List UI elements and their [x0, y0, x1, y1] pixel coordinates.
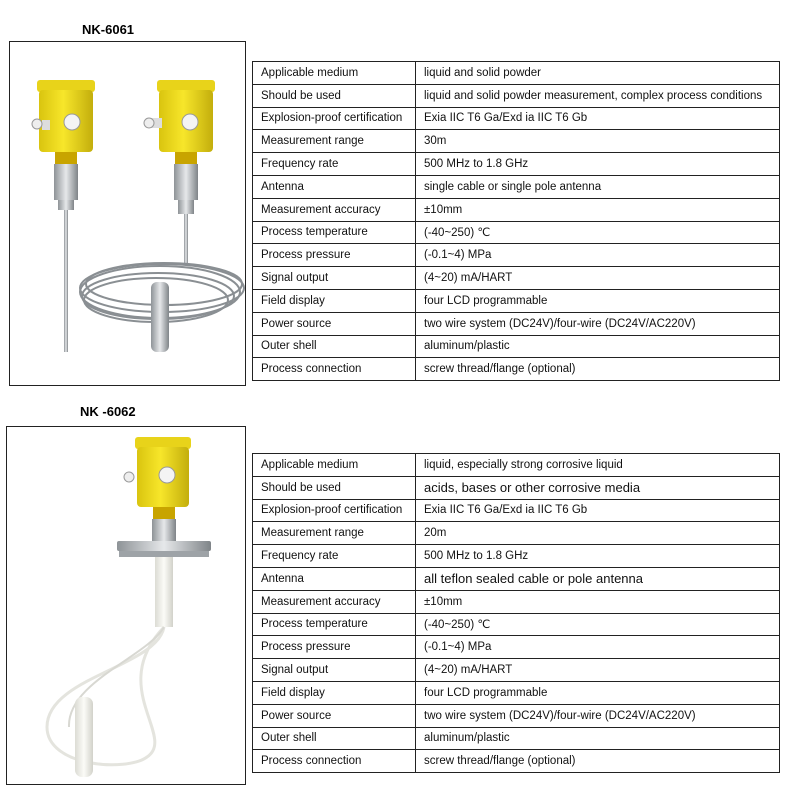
spec-label: Should be used	[253, 476, 416, 499]
spec-label: Measurement accuracy	[253, 198, 416, 221]
product-title: NK-6061	[82, 22, 135, 37]
table-row	[253, 198, 780, 221]
spec-value: screw thread/flange (optional)	[416, 358, 780, 381]
table-row	[253, 681, 780, 704]
spec-value: two wire system (DC24V)/four-wire (DC24V/AC220V)	[416, 704, 780, 727]
spec-label: Outer shell	[253, 335, 416, 358]
table-row	[253, 636, 780, 659]
table-row	[253, 175, 780, 198]
spec-label: Explosion-proof certification	[253, 499, 416, 522]
table-row	[253, 454, 780, 477]
spec-label: Process temperature	[253, 613, 416, 636]
spec-label: Outer shell	[253, 727, 416, 750]
spec-value: liquid and solid powder	[416, 62, 780, 85]
spec-value: (-40~250) ℃	[416, 613, 780, 636]
spec-value: liquid and solid powder measurement, complex process conditions	[416, 84, 780, 107]
spec-value: (-0.1~4) MPa	[416, 636, 780, 659]
spec-label: Applicable medium	[253, 62, 416, 85]
spec-label: Process connection	[253, 358, 416, 381]
table-row	[253, 590, 780, 613]
spec-value: ±10mm	[416, 198, 780, 221]
spec-value: 500 MHz to 1.8 GHz	[416, 153, 780, 176]
table-row	[253, 476, 780, 499]
spec-label: Measurement range	[253, 522, 416, 545]
spec-value: 30m	[416, 130, 780, 153]
spec-value: Exia IIC T6 Ga/Exd ia IIC T6 Gb	[416, 499, 780, 522]
table-row	[253, 545, 780, 568]
spec-label: Frequency rate	[253, 153, 416, 176]
table-row	[253, 130, 780, 153]
spec-label: Field display	[253, 289, 416, 312]
spec-label: Signal output	[253, 659, 416, 682]
spec-value: 500 MHz to 1.8 GHz	[416, 545, 780, 568]
product-photo-nk6062	[6, 426, 246, 785]
table-row	[253, 153, 780, 176]
spec-label: Measurement accuracy	[253, 590, 416, 613]
table-row	[253, 704, 780, 727]
spec-value: (-0.1~4) MPa	[416, 244, 780, 267]
spec-label: Process connection	[253, 750, 416, 773]
spec-value: acids, bases or other corrosive media	[416, 476, 780, 499]
spec-table-nk6061	[252, 61, 780, 381]
table-row	[253, 750, 780, 773]
spec-value: two wire system (DC24V)/four-wire (DC24V/AC220V)	[416, 312, 780, 335]
spec-label: Process pressure	[253, 636, 416, 659]
table-row	[253, 244, 780, 267]
table-row	[253, 267, 780, 290]
table-row	[253, 312, 780, 335]
table-row	[253, 62, 780, 85]
spec-label: Power source	[253, 312, 416, 335]
spec-label: Explosion-proof certification	[253, 107, 416, 130]
table-row	[253, 659, 780, 682]
table-row	[253, 358, 780, 381]
spec-label: Measurement range	[253, 130, 416, 153]
table-row	[253, 107, 780, 130]
spec-value: four LCD programmable	[416, 289, 780, 312]
spec-value: Exia IIC T6 Ga/Exd ia IIC T6 Gb	[416, 107, 780, 130]
table-row	[253, 335, 780, 358]
spec-label: Field display	[253, 681, 416, 704]
product-title: NK -6062	[80, 404, 136, 419]
spec-value: ±10mm	[416, 590, 780, 613]
spec-value: screw thread/flange (optional)	[416, 750, 780, 773]
table-row	[253, 567, 780, 590]
spec-value: (-40~250) ℃	[416, 221, 780, 244]
table-row	[253, 499, 780, 522]
spec-label: Antenna	[253, 567, 416, 590]
table-row	[253, 727, 780, 750]
spec-value: liquid, especially strong corrosive liquid	[416, 454, 780, 477]
spec-value: aluminum/plastic	[416, 727, 780, 750]
spec-label: Process temperature	[253, 221, 416, 244]
table-row	[253, 613, 780, 636]
spec-value: (4~20) mA/HART	[416, 267, 780, 290]
spec-label: Process pressure	[253, 244, 416, 267]
spec-label: Frequency rate	[253, 545, 416, 568]
spec-label: Signal output	[253, 267, 416, 290]
spec-label: Antenna	[253, 175, 416, 198]
spec-value: 20m	[416, 522, 780, 545]
spec-value: all teflon sealed cable or pole antenna	[416, 567, 780, 590]
spec-label: Applicable medium	[253, 454, 416, 477]
spec-label: Should be used	[253, 84, 416, 107]
spec-value: (4~20) mA/HART	[416, 659, 780, 682]
spec-value: aluminum/plastic	[416, 335, 780, 358]
spec-table-nk6062	[252, 453, 780, 773]
product-photo-nk6061	[9, 41, 246, 386]
table-row	[253, 221, 780, 244]
spec-label: Power source	[253, 704, 416, 727]
spec-value: single cable or single pole antenna	[416, 175, 780, 198]
radar-level-gauge-illustration	[10, 42, 246, 386]
table-row	[253, 522, 780, 545]
spec-value: four LCD programmable	[416, 681, 780, 704]
table-row	[253, 289, 780, 312]
table-row	[253, 84, 780, 107]
teflon-radar-gauge-illustration	[7, 427, 246, 785]
